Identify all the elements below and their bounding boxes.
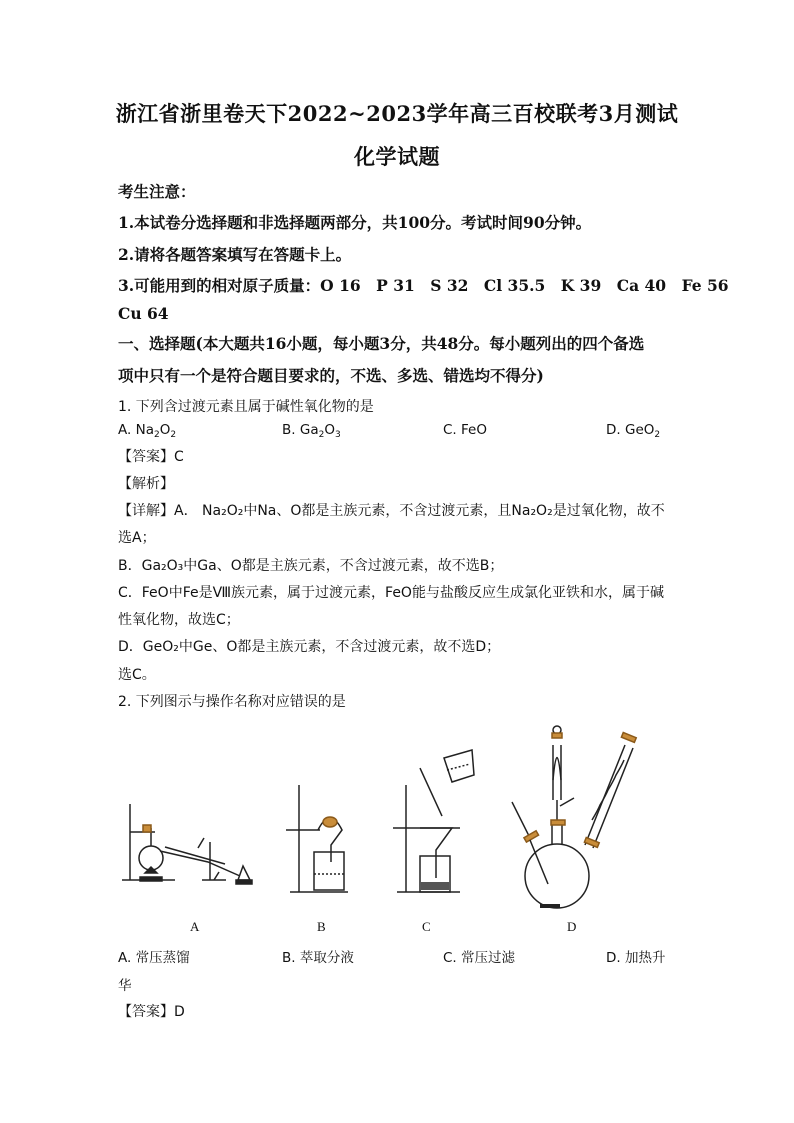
figure-label-b: B	[317, 919, 326, 934]
notice-item-2: 2.请将各题答案填写在答题卡上。	[118, 245, 352, 264]
separatory-funnel-apparatus	[286, 785, 348, 892]
q1-detail-3: B．Ga₂O₃中Ga、O都是主族元素，不含过渡元素，故不选B；	[118, 558, 504, 574]
exam-title: 浙江省浙里卷天下2022~2023学年高三百校联考3月测试	[115, 101, 679, 126]
q1-option-d: D. GeO$_2$	[606, 422, 661, 440]
figure-label-c: C	[422, 919, 431, 934]
q2-option-d: D. 加热升	[606, 950, 666, 966]
q1-detail-2: 选A；	[118, 530, 156, 546]
q2-option-a: A. 常压蒸馏	[118, 950, 190, 966]
notice-item-3: 3.可能用到的相对原子质量：O 16 P 31 S 32 Cl 35.5 K 39 Ca 40 Fe 56	[118, 276, 729, 295]
notice-item-3-cont: Cu 64	[118, 304, 169, 323]
q2-option-b: B. 萃取分液	[282, 950, 354, 966]
section-heading-line2: 项中只有一个是符合题目要求的，不选、多选、错选均不得分)	[118, 366, 544, 385]
q1-answer: 【答案】C	[118, 449, 184, 465]
notice-heading: 考生注意：	[118, 182, 196, 201]
distillation-apparatus	[122, 804, 252, 884]
q2-answer: 【答案】D	[118, 1004, 185, 1020]
q1-detail-7: 选C。	[118, 667, 156, 683]
figure-label-a: A	[190, 919, 200, 934]
q1-option-a: A. $Na_2O_2$	[118, 422, 177, 440]
section-heading-line1: 一、选择题(本大题共16小题，每小题3分，共48分。每小题列出的四个备选	[118, 334, 645, 353]
q1-option-b: B. $Ga_2O_3$	[282, 422, 341, 440]
exam-subtitle: 化学试题	[354, 144, 440, 169]
q1-stem: 1. 下列含过渡元素且属于碱性氧化物的是	[118, 399, 374, 415]
q1-analysis: 【解析】	[118, 476, 174, 492]
q1-detail-1: 【详解】A． Na₂O₂中Na、O都是主族元素，不含过渡元素，且Na₂O₂是过氧化物，故不	[118, 503, 665, 519]
q2-option-c: C. 常压过滤	[443, 950, 516, 966]
q1-detail-6: D．GeO₂中Ge、O都是主族元素，不含过渡元素，故不选D；	[118, 639, 501, 655]
figure-label-d: D	[567, 919, 577, 934]
q2-stem: 2. 下列图示与操作名称对应错误的是	[118, 694, 346, 710]
notice-item-1: 1.本试卷分选择题和非选择题两部分，共100分。考试时间90分钟。	[118, 213, 592, 232]
q1-detail-5: 性氧化物，故选C；	[118, 612, 240, 628]
three-neck-flask-apparatus	[512, 726, 636, 908]
q1-option-c: C. FeO	[443, 422, 487, 438]
q2-option-d-wrap: 华	[118, 978, 132, 994]
filtration-apparatus	[393, 750, 474, 892]
q1-detail-4: C．FeO中Fe是Ⅷ族元素，属于过渡元素，FeO能与盐酸反应生成氯化亚铁和水，属于碱	[118, 585, 664, 601]
